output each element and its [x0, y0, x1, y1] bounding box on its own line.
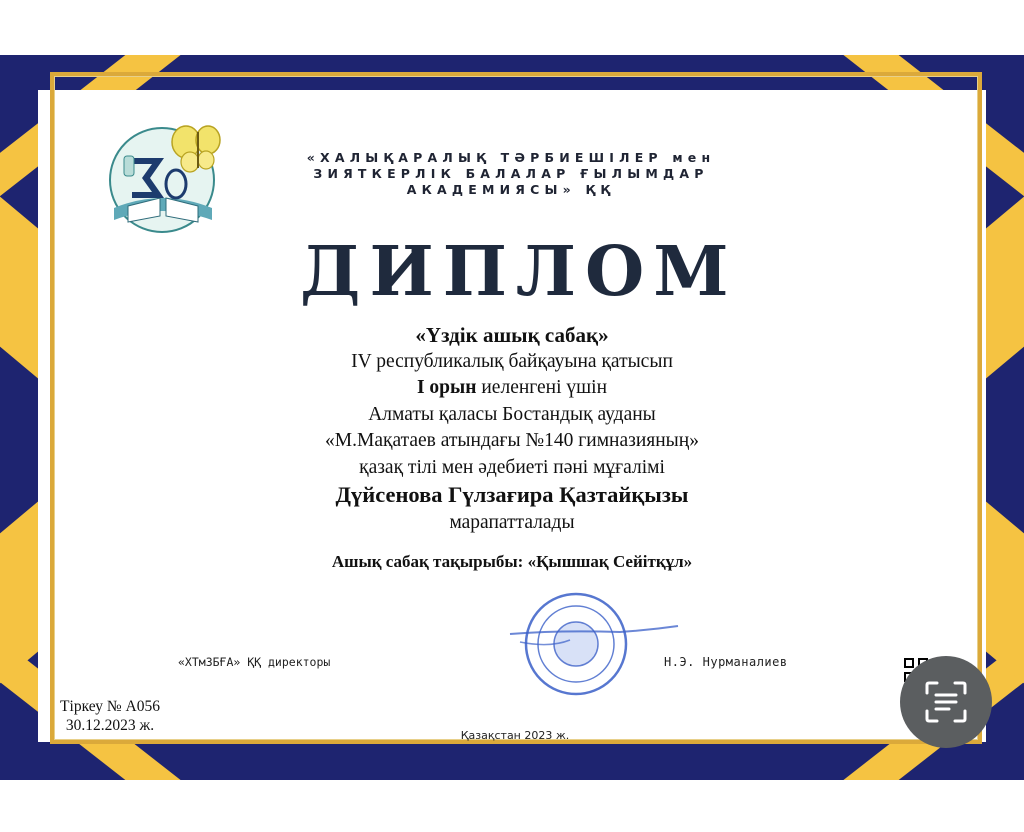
location-line: Алматы қаласы Бостандық ауданы	[368, 404, 656, 425]
director-name: Н.Э. Нурманалиев	[664, 655, 788, 669]
diploma-title: ДИПЛОМ	[300, 232, 738, 312]
gold-side-left-upper	[0, 180, 40, 380]
academy-logo-icon	[104, 118, 228, 236]
country-year: Қазақстан 2023 ж.	[460, 729, 570, 742]
registration-number: Тіркеу № А056	[60, 698, 160, 715]
lesson-topic: Ашық сабақ тақырыбы: «Қышшақ Сейітқұл»	[331, 552, 693, 571]
place-rest: иеленгені үшін	[476, 377, 608, 398]
text-scan-icon	[923, 679, 969, 725]
academy-name-line2: ЗИЯТКЕРЛІК БАЛАЛАР ҒЫЛЫМДАР	[313, 166, 709, 181]
place-label: I орын	[416, 377, 477, 398]
contest-name: «Үздік ашық сабақ»	[415, 323, 609, 347]
round-seal-stamp	[500, 590, 680, 700]
academy-name-line1: «ХАЛЫҚАРАЛЫҚ ТӘРБИЕШІЛЕР мен	[306, 150, 716, 165]
academy-name	[276, 150, 746, 198]
awarded-text: марапатталады	[449, 512, 575, 533]
registration-date: 30.12.2023 ж.	[65, 717, 155, 734]
registration-block	[40, 697, 180, 735]
school-line: «М.Мақатаев атындағы №140 гимназияның»	[325, 430, 699, 451]
contest-description: IV республикалық байқауына қатысып	[351, 351, 673, 372]
gold-side-right-upper	[984, 180, 1024, 380]
director-title: «ХТмЗБҒА» ҚҚ директоры	[178, 655, 331, 669]
academy-name-line3: АКАДЕМИЯСЫ» ҚҚ	[406, 182, 616, 197]
text-scan-button[interactable]	[900, 656, 992, 748]
recipient-name: Дүйсенова Гүлзағира Қазтайқызы	[335, 482, 689, 507]
place-line	[250, 377, 774, 399]
subject-line: қазақ тілі мен әдебиеті пәні мұғалімі	[359, 457, 665, 478]
